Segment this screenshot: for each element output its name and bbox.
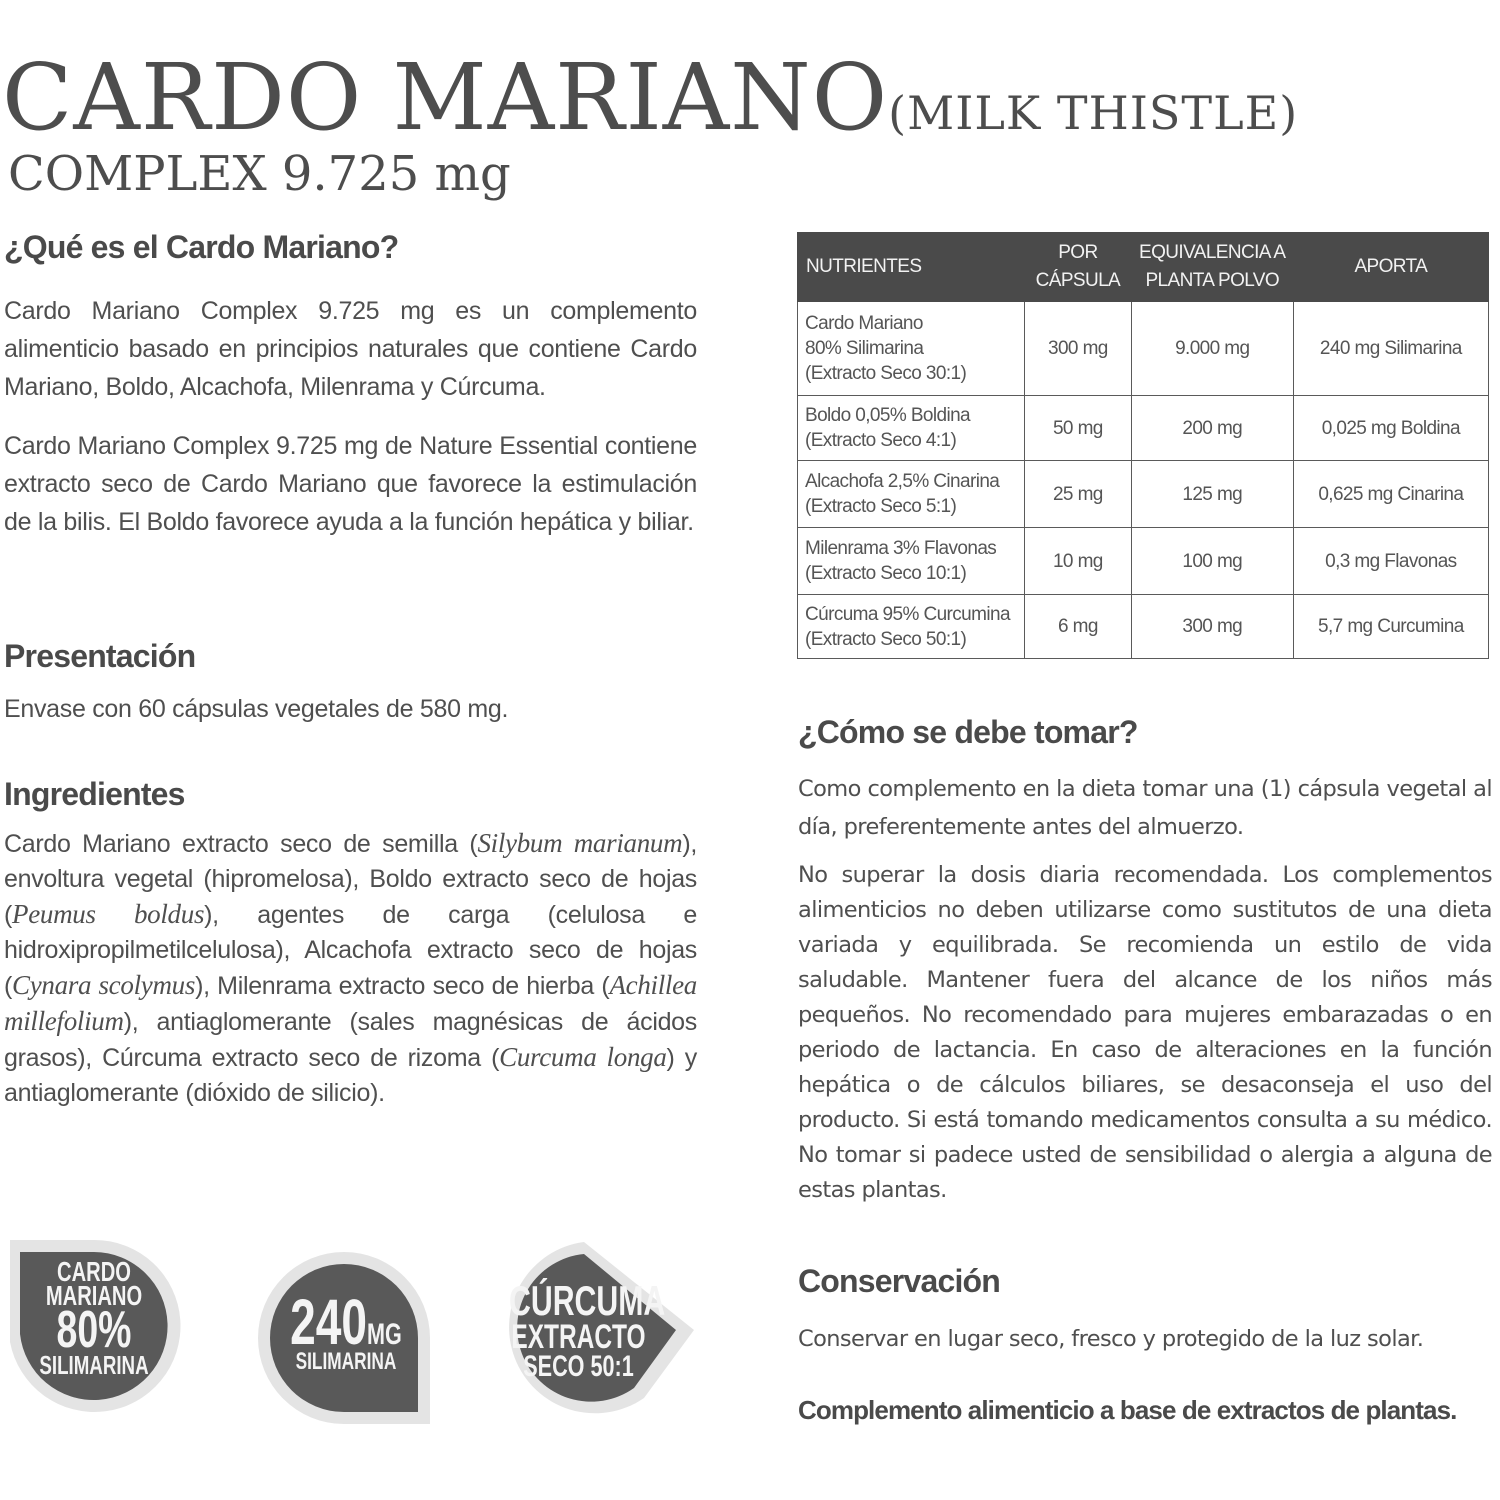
ingredientes-text — [4, 826, 697, 1111]
equivalencia-cell: 9.000 mg — [1131, 302, 1293, 396]
por-capsula-cell: 6 mg — [1024, 595, 1131, 659]
ingredient-text: Cardo Mariano extracto seco de semilla ( — [4, 830, 478, 858]
scientific-name: Peumus boldus — [12, 899, 205, 929]
badge-1-line-1: CARDO — [57, 1256, 131, 1287]
scientific-name: Silybum marianum — [477, 828, 683, 858]
nutriente-line: Boldo 0,05% Boldina — [805, 405, 971, 426]
badge-1-line-2: MARIANO — [45, 1280, 143, 1311]
aporta-cell: 240 mg Silimarina — [1293, 302, 1488, 396]
nutriente-cell — [798, 528, 1025, 595]
ingredient-text: ) y antiaglomerante (dióxido de silicio). — [4, 1044, 697, 1107]
equivalencia-cell: 100 mg — [1131, 528, 1293, 595]
table-header-cell — [798, 233, 1025, 302]
badge-240mg — [256, 1238, 436, 1428]
nutriente-cell — [798, 595, 1025, 659]
header-line: NUTRIENTES — [806, 256, 922, 277]
nutriente-line: Alcachofa 2,5% Cinarina — [805, 471, 1000, 492]
badge-3-line-1: CÚRCUMA — [509, 1277, 666, 1324]
como-tomar-paragraph-1: Como complemento en la dieta tomar una (1) cápsula vegetal al día, preferentemente antes del almuerzo. — [798, 776, 1492, 840]
badge-curcuma — [494, 1238, 699, 1428]
table-row — [798, 461, 1489, 528]
aporta-cell: 0,625 mg Cinarina — [1293, 461, 1488, 528]
footer-statement: Complemento alimenticio a base de extractos de plantas. — [798, 1395, 1457, 1425]
heading-que-es: ¿Qué es el Cardo Mariano? — [4, 229, 399, 265]
nutriente-cell — [798, 302, 1025, 396]
badge-2-value-line — [281, 1286, 411, 1358]
por-capsula-cell: 25 mg — [1024, 461, 1131, 528]
header-line: POR — [1058, 242, 1098, 263]
que-es-paragraph-2: Cardo Mariano Complex 9.725 mg de Nature Essential contiene extracto seco de Cardo Mariano que favorece la estimulación de la bilis. El Boldo favorece ayuda a la función hepática y biliar. — [4, 432, 697, 536]
heading-como-tomar: ¿Cómo se debe tomar? — [798, 714, 1138, 750]
ingredient-text: ), Milenrama extracto seco de hierba ( — [195, 972, 610, 1000]
que-es-paragraph-1: Cardo Mariano Complex 9.725 mg es un complemento alimenticio basado en principios naturales que contiene Cardo Mariano, Boldo, Alcachofa, Milenrama y Cúrcuma. — [4, 297, 697, 401]
page-title — [2, 44, 1299, 151]
header-line: APORTA — [1354, 256, 1428, 277]
nutriente-line: 80% Silimarina — [805, 338, 924, 359]
equivalencia-cell: 125 mg — [1131, 461, 1293, 528]
badge-1-line-4: SILIMARINA — [39, 1350, 149, 1380]
ingredient-text: ), envoltura vegetal (hipromelosa), Boldo extracto seco de hojas ( — [4, 830, 697, 929]
aporta-cell: 0,025 mg Boldina — [1293, 396, 1488, 461]
badge-2-unit: MG — [367, 1318, 402, 1351]
heading-conservacion: Conservación — [798, 1263, 1001, 1299]
por-capsula-cell: 10 mg — [1024, 528, 1131, 595]
title-main: CARDO MARIANO — [2, 44, 889, 151]
por-capsula-cell: 300 mg — [1024, 302, 1131, 396]
table-row — [798, 302, 1489, 396]
badge-2-label: SILIMARINA — [295, 1348, 397, 1375]
header-line: PLANTA POLVO — [1145, 270, 1280, 291]
nutriente-line: Milenrama 3% Flavonas — [805, 538, 997, 559]
badge-1-line-3: 80% — [56, 1301, 132, 1359]
nutriente-line: (Extracto Seco 10:1) — [805, 563, 967, 584]
nutriente-line: (Extracto Seco 30:1) — [805, 363, 967, 384]
table-header-cell — [1024, 233, 1131, 302]
table-header-row — [798, 233, 1489, 302]
equivalencia-cell: 300 mg — [1131, 595, 1293, 659]
scientific-name: Cynara scolymus — [12, 970, 196, 1000]
ingredient-text: ), agentes de carga (celulosa e hidroxipropilmetilcelulosa), Alcachofa extracto seco de hojas ( — [4, 901, 697, 1000]
table-row — [798, 396, 1489, 461]
title-paren: (MILK THISTLE) — [888, 86, 1299, 140]
equivalencia-cell: 200 mg — [1131, 396, 1293, 461]
conservacion-text: Conservar en lugar seco, fresco y protegido de la luz solar. — [798, 1326, 1424, 1352]
nutriente-line: Cardo Mariano — [805, 313, 923, 334]
table-row — [798, 528, 1489, 595]
nutriente-line: (Extracto Seco 50:1) — [805, 628, 967, 650]
aporta-cell: 0,3 mg Flavonas — [1293, 528, 1488, 595]
nutrient-table — [797, 232, 1489, 659]
nutriente-line: Cúrcuma 95% Curcumina — [805, 603, 1010, 625]
table-header-cell — [1293, 233, 1488, 302]
como-tomar-paragraph-2: No superar la dosis diaria recomendada. Los complementos alimenticios no deben utilizarse como sustitutos de una dieta variada y equilibrada. Se recomienda un estilo de vida saludable. Mantener fuera del alcance de los niños más pequeños. No recomendado para mujeres embarazadas o en periodo de lactancia. En caso de alteraciones en la función hepática o de cálculos biliares, se desaconseja el uso del producto. Si está tomando medicamentos consulta a su médico. No tomar si padece usted de sensibilidad o alergia a alguna de estas plantas. — [798, 862, 1492, 1203]
header-line: CÁPSULA — [1035, 270, 1121, 291]
presentacion-text: Envase con 60 cápsulas vegetales de 580 mg. — [4, 695, 509, 723]
badge-3-line-2: EXTRACTO — [511, 1318, 646, 1356]
scientific-name: Curcuma longa — [499, 1042, 667, 1072]
nutriente-cell — [798, 396, 1025, 461]
badge-2-value: 240 — [290, 1286, 368, 1358]
badge-cardo-mariano — [4, 1238, 184, 1428]
heading-presentacion: Presentación — [4, 638, 196, 674]
scientific-name: Achillea millefolium — [4, 970, 698, 1036]
page-subtitle: COMPLEX 9.725 mg — [8, 146, 511, 202]
header-line: EQUIVALENCIA A — [1139, 242, 1286, 263]
badge-3-line-3: SECO 50:1 — [523, 1350, 634, 1383]
heading-ingredientes: Ingredientes — [4, 776, 185, 812]
nutriente-line: (Extracto Seco 4:1) — [805, 430, 957, 451]
aporta-cell: 5,7 mg Curcumina — [1293, 595, 1488, 659]
table-header-cell — [1131, 233, 1293, 302]
nutriente-line: (Extracto Seco 5:1) — [805, 496, 957, 517]
ingredient-text: ), antiaglomerante (sales magnésicas de ácidos grasos), Cúrcuma extracto seco de rizoma ( — [4, 1008, 697, 1072]
por-capsula-cell: 50 mg — [1024, 396, 1131, 461]
table-row — [798, 595, 1489, 659]
nutriente-cell — [798, 461, 1025, 528]
